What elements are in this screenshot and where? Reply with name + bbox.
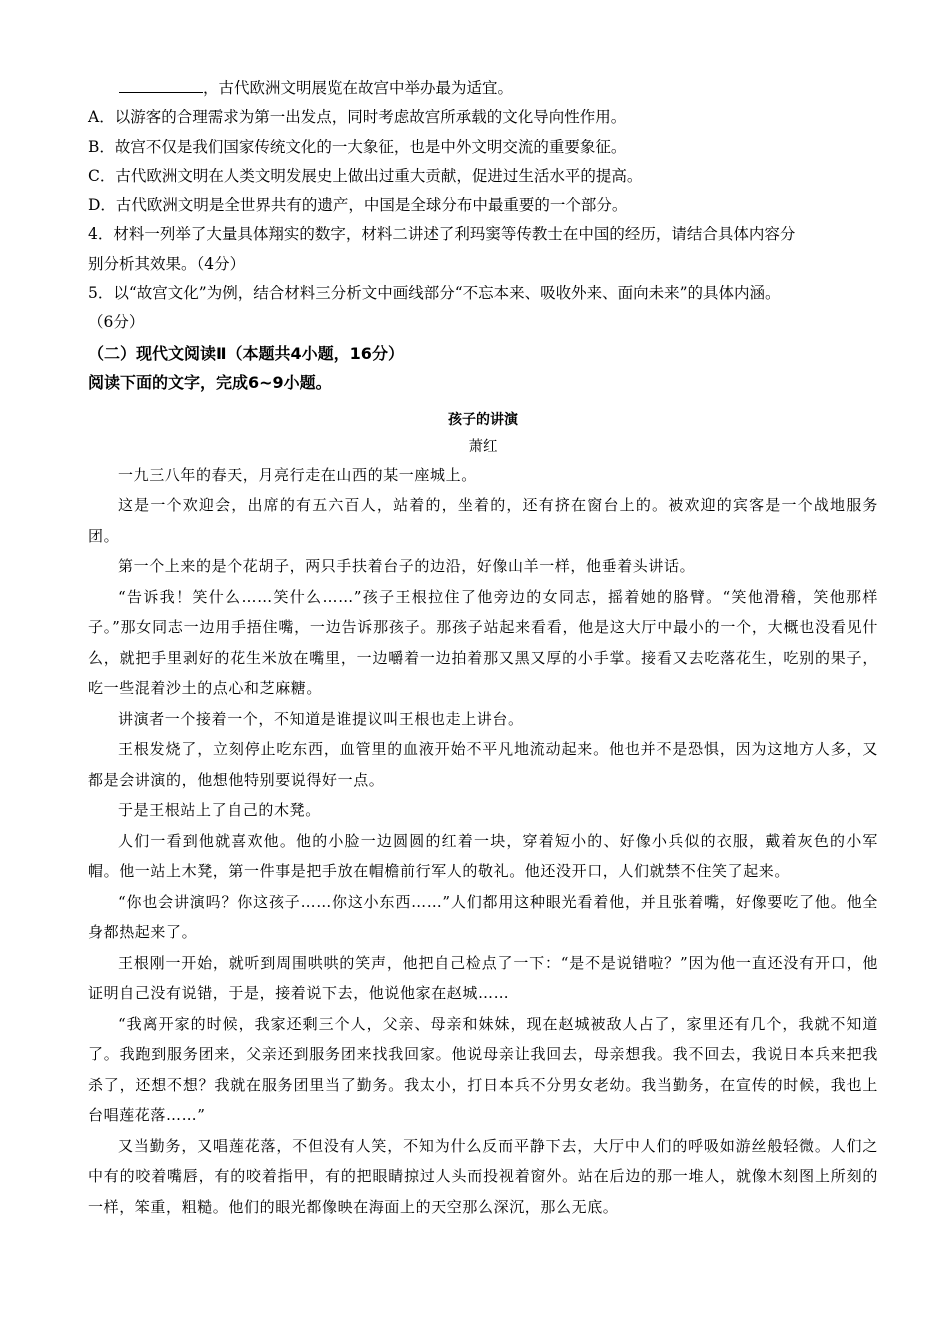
- option-a[interactable]: A．以游客的合理需求为第一出发点，同时考虑故宫所承载的文化导向性作用。: [88, 108, 627, 127]
- option-b[interactable]: B．故宫不仅是我们国家传统文化的一大象征，也是中外文明交流的重要象征。: [88, 137, 627, 156]
- story-paragraph: “告诉我！笑什么……笑什么……”孩子王根拉住了他旁边的女同志，摇着她的胳臂。“笑他滑稽，笑他那样子。”那女同志一边用手捂住嘴，一边告诉那孩子。那孩子站起来看看，他是这大厅中最小的一个，大概也没看见什么，就把手里剥好的花生米放在嘴里，一边嚼着一边拍着那又黑又厚的小手掌。接看又去吃落花生，吃别的果子，吃一些混着沙土的点心和芝麻糖。: [88, 587, 878, 698]
- story-author: 萧红: [468, 438, 498, 455]
- option-c[interactable]: C．古代欧洲文明在人类文明发展史上做出过重大贡献，促进过生活水平的提高。: [88, 166, 643, 185]
- story-paragraph: 于是王根站上了自己的木凳。: [118, 801, 321, 820]
- question-5-line-1: 5．以“故宫文化”为例，结合材料三分析文中画线部分“不忘本来、吸收外来、面向未来”的具体内涵。: [88, 284, 781, 303]
- question-3-stem-text: ，古代欧洲文明展览在故宫中举办最为适宜。: [203, 79, 514, 97]
- story-paragraph: 一九三八年的春天，月亮行走在山西的某一座城上。: [118, 465, 477, 484]
- story-paragraph: 王根发烧了，立刻停止吃东西，血管里的血液开始不平凡地流动起来。他也并不是恐惧，因为这地方人多，又都是会讲演的，他想他特别要说得好一点。: [88, 740, 878, 789]
- question-3-stem: [88, 74, 878, 103]
- story-paragraph: 王根刚一开始，就听到周围哄哄的笑声，他把自己检点了一下：“是不是说错啦？”因为他一直还没有开口，他证明自己没有说错，于是，接着说下去，他说他家在赵城……: [88, 953, 878, 1003]
- story-paragraph: 人们一看到他就喜欢他。他的小脸一边圆圆的红着一块，穿着短小的、好像小兵似的衣服，戴着灰色的小军帽。他一站上木凳，第一件事是把手放在帽檐前行军人的敬礼。他还没开口，人们就禁不住笑了起来。: [88, 831, 878, 881]
- question-5-line-2: （6分）: [88, 313, 145, 332]
- story-body: [88, 460, 878, 1223]
- option-d[interactable]: D．古代欧洲文明是全世界共有的遗产，中国是全球分布中最重要的一个部分。: [88, 196, 628, 215]
- story-paragraph: “我离开家的时候，我家还剩三个人，父亲、母亲和妹妹，现在赵城被敌人占了，家里还有几个，我就不知道了。我跑到服务团来，父亲还到服务团来找我回家。他说母亲让我回去，母亲想我。我不回去，我说日本兵来把我杀了，还想不想？我就在服务团里当了勤务。我太小，打日本兵不分男女老幼。我当勤务，在宣传的时候，我也上台唱莲花落……”: [88, 1014, 878, 1125]
- story-paragraph: “你也会讲演吗？你这孩子……你这小东西……”人们都用这种眼光看着他，并且张着嘴，好像要吃了他。他全身都热起来了。: [88, 892, 878, 942]
- story-paragraph: 又当勤务，又唱莲花落，不但没有人笑，不知为什么反而平静下去，大厅中人们的呼吸如游丝般轻微。人们之中有的咬着嘴唇，有的咬着指甲，有的把眼睛掠过人头而投视着窗外。站在后边的那一堆人，就像木刻图上所刻的一样，笨重，粗糙。他们的眼光都像映在海面上的天空那么深沉，那么无底。: [88, 1136, 878, 1216]
- question-4-line-1: 4．材料一列举了大量具体翔实的数字，材料二讲述了利玛窦等传教士在中国的经历，请结合具体内容分: [88, 225, 796, 244]
- question-4-line-2: 别分析其效果。（4分）: [88, 254, 246, 273]
- story-paragraph: 这是一个欢迎会，出席的有五六百人，站着的，坐着的，还有挤在窗台上的。被欢迎的宾客是一个战地服务团。: [88, 496, 878, 545]
- answer-blank[interactable]: [119, 76, 203, 93]
- section-instruction: 阅读下面的文字，完成6~9小题。: [88, 372, 332, 392]
- story-paragraph: 讲演者一个接着一个，不知道是谁提议叫王根也走上讲台。: [118, 709, 524, 728]
- story-title: 孩子的讲演: [448, 411, 518, 428]
- section-heading: （二）现代文阅读Ⅱ（本题共4小题，16分）: [88, 343, 404, 363]
- exam-page: [88, 74, 878, 1222]
- story-paragraph: 第一个上来的是个花胡子，两只手扶着台子的边沿，好像山羊一样，他垂着头讲话。: [118, 557, 696, 576]
